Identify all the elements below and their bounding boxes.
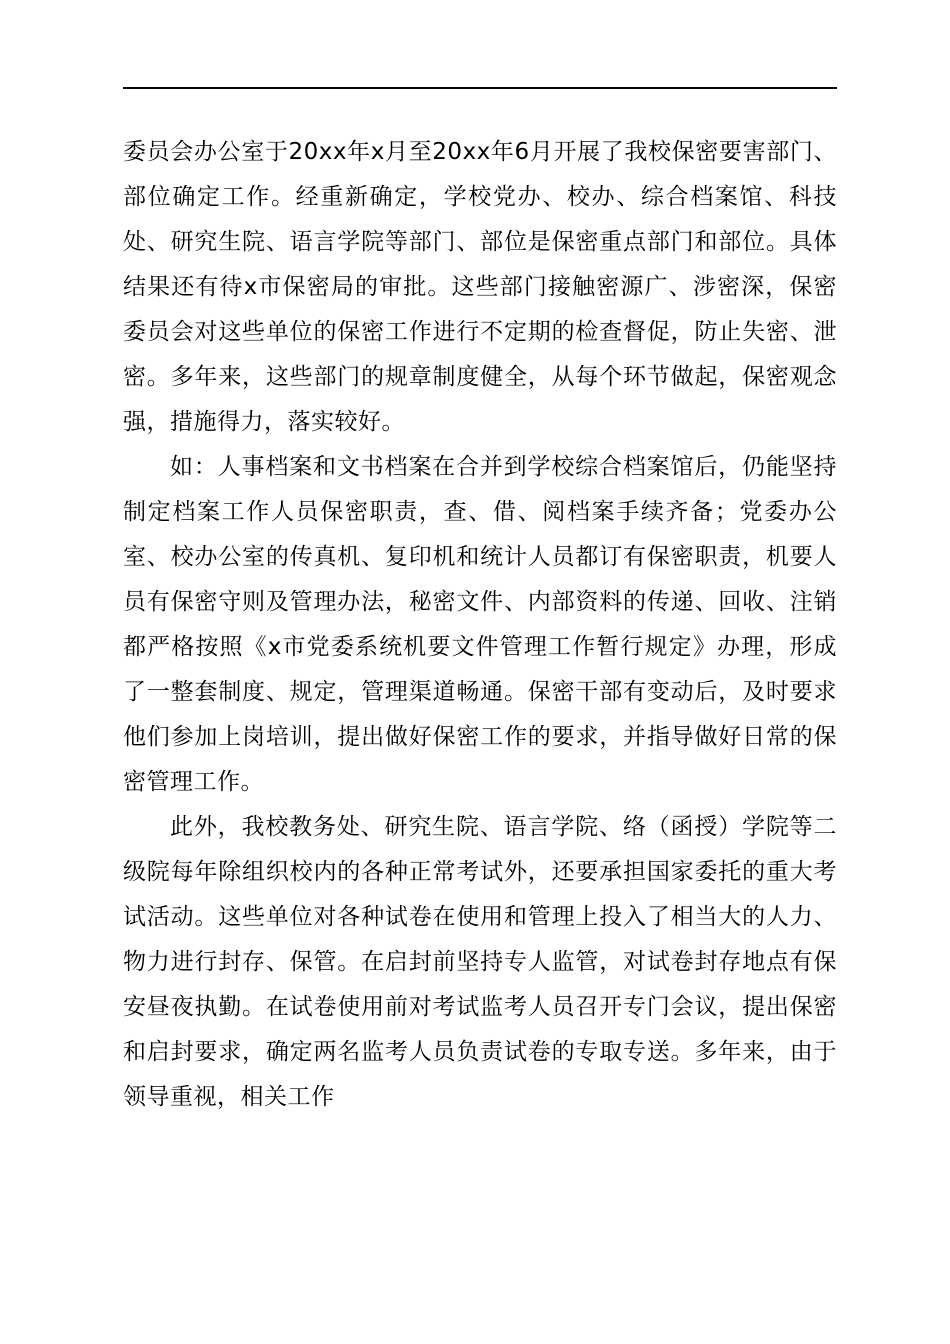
paragraph-1: 委员会办公室于20xx年x月至20xx年6月开展了我校保密要害部门、部位确定工作。经重新确定，学校党办、校办、综合档案馆、科技处、研究生院、语言学院等部门、部位是保密重点部门和部位。具体结果还有待x市保密局的审批。这些部门接触密源广、涉密深，保密委员会对这些单位的保密工作进行不定期的检查督促，防止失密、泄密。多年来，这些部门的规章制度健全，从每个环节做起，保密观念强，措施得力，落实较好。 xyxy=(123,139,837,435)
header-rule xyxy=(123,87,837,89)
document-body xyxy=(123,130,837,1120)
paragraph-2: 如：人事档案和文书档案在合并到学校综合档案馆后，仍能坚持制定档案工作人员保密职责，查、借、阅档案手续齐备；党委办公室、校办公室的传真机、复印机和统计人员都订有保密职责，机要人员有保密守则及管理办法，秘密文件、内部资料的传递、回收、注销都严格按照《x市党委系统机要文件管理工作暂行规定》办理，形成了一整套制度、规定，管理渠道畅通。保密干部有变动后，及时要求他们参加上岗培训，提出做好保密工作的要求，并指导做好日常的保密管理工作。 xyxy=(123,454,837,795)
paragraph-3: 此外，我校教务处、研究生院、语言学院、络（函授）学院等二级院每年除组织校内的各种正常考试外，还要承担国家委托的重大考试活动。这些单位对各种试卷在使用和管理上投入了相当大的人力、物力进行封存、保管。在启封前坚持专人监管，对试卷封存地点有保安昼夜执勤。在试卷使用前对考试监考人员召开专门会议，提出保密和启封要求，确定两名监考人员负责试卷的专取专送。多年来，由于领导重视，相关工作 xyxy=(123,814,837,1110)
